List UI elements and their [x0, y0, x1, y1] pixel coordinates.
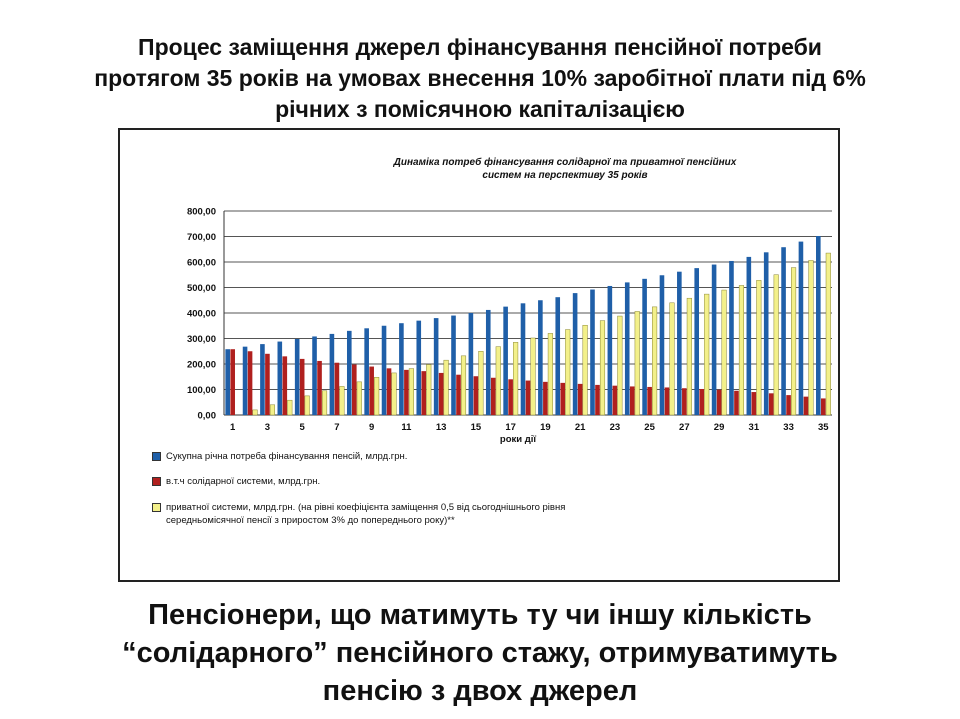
- bar-solidary: [578, 384, 583, 415]
- footer-text: [0, 596, 960, 710]
- chart-title-line: систем на перспективу 35 років: [482, 170, 648, 181]
- bar-solidary: [526, 381, 531, 415]
- legend-label: в.т.ч солідарної системи, млрд.грн.: [166, 476, 321, 487]
- bar-total: [625, 282, 630, 415]
- bar-private: [583, 325, 588, 415]
- bar-private: [687, 298, 692, 415]
- x-tick-label: 23: [609, 422, 621, 433]
- slide-title-line: річних з помісячною капіталізацією: [275, 96, 685, 122]
- bar-solidary: [439, 373, 444, 415]
- bar-total: [399, 323, 404, 415]
- y-tick-label: 200,00: [186, 359, 216, 371]
- slide-title-line: Процес заміщення джерел фінансування пенсійної потреби: [138, 34, 822, 60]
- y-tick-label: 800,00: [186, 206, 216, 218]
- bar-private: [531, 338, 536, 415]
- bar-solidary: [335, 363, 340, 415]
- bar-total: [642, 279, 647, 415]
- x-tick-label: 1: [230, 422, 236, 433]
- bar-total: [225, 349, 230, 415]
- bar-solidary: [595, 385, 600, 415]
- bar-solidary: [734, 391, 739, 415]
- bar-total: [781, 247, 786, 415]
- bar-private: [791, 268, 796, 415]
- x-tick-label: 7: [334, 422, 340, 433]
- bar-total: [799, 242, 804, 415]
- bar-total: [330, 334, 335, 415]
- bar-total: [538, 300, 543, 415]
- y-tick-label: 100,00: [186, 385, 216, 396]
- bar-private: [253, 410, 258, 415]
- bar-solidary: [543, 382, 548, 415]
- y-tick-label: 0,00: [197, 410, 216, 422]
- bar-private: [548, 333, 553, 415]
- legend-label: Сукупна річна потреба фінансування пенсій, млрд.грн.: [166, 451, 408, 462]
- bar-solidary: [665, 387, 670, 415]
- bar-private: [565, 330, 570, 415]
- bar-total: [764, 252, 769, 415]
- bar-private: [618, 316, 623, 415]
- bar-solidary: [265, 354, 270, 415]
- bar-total: [486, 310, 491, 415]
- bar-solidary: [804, 397, 809, 415]
- bar-total: [364, 328, 369, 415]
- bar-solidary: [821, 398, 826, 415]
- legend-swatch: [152, 503, 161, 512]
- x-tick-label: 35: [818, 422, 829, 433]
- bar-total: [451, 316, 456, 415]
- bar-solidary: [387, 368, 392, 415]
- bar-private: [513, 342, 518, 415]
- y-tick-label: 400,00: [186, 308, 216, 320]
- bar-private: [374, 377, 379, 415]
- x-tick-label: 27: [679, 422, 690, 433]
- x-tick-label: 33: [783, 422, 794, 433]
- footer-line: пенсію з двох джерел: [322, 675, 638, 707]
- legend-label: [166, 501, 565, 527]
- bar-private: [305, 396, 310, 415]
- y-tick-label: 500,00: [186, 283, 216, 294]
- bar-total: [295, 339, 300, 415]
- bar-solidary: [560, 383, 565, 415]
- bar-total: [608, 286, 613, 415]
- bar-private: [652, 307, 657, 415]
- bar-total: [712, 265, 717, 415]
- bar-solidary: [699, 389, 704, 415]
- bar-solidary: [717, 390, 722, 415]
- bar-solidary: [474, 376, 479, 415]
- bar-solidary: [456, 375, 461, 415]
- bar-private: [288, 400, 293, 415]
- bar-total: [312, 336, 317, 415]
- bar-private: [270, 405, 275, 415]
- bar-total: [503, 307, 508, 415]
- bar-private: [357, 382, 362, 415]
- x-tick-label: 21: [574, 422, 586, 433]
- x-tick-label: 5: [299, 422, 305, 433]
- legend-label-line: приватної системи, млрд.грн. (на рівні коефіцієнта заміщення 0,5 від сьогоднішнього рівня: [166, 502, 566, 513]
- bar-total: [694, 268, 699, 415]
- slide-title-line: протягом 35 років на умовах внесення 10% заробітної плати під 6%: [94, 65, 866, 91]
- x-tick-label: 15: [470, 422, 482, 433]
- bar-solidary: [752, 392, 757, 415]
- bar-total: [747, 257, 752, 415]
- y-tick-label: 600,00: [186, 257, 216, 269]
- bar-solidary: [404, 370, 409, 415]
- bar-private: [444, 360, 449, 415]
- bar-solidary: [248, 351, 253, 415]
- x-tick-label: 9: [369, 422, 375, 433]
- bar-private: [739, 285, 744, 415]
- x-tick-label: 25: [644, 422, 655, 433]
- bar-private: [635, 311, 640, 415]
- bar-total: [555, 297, 560, 415]
- bar-total: [278, 342, 283, 415]
- x-tick-label: 3: [264, 422, 271, 433]
- bar-solidary: [769, 393, 774, 415]
- bar-solidary: [230, 349, 235, 415]
- x-tick-label: 19: [540, 422, 551, 433]
- y-tick-label: 700,00: [186, 232, 216, 243]
- bar-solidary: [682, 388, 687, 415]
- bar-private: [409, 369, 414, 415]
- bar-solidary: [647, 387, 652, 415]
- bar-solidary: [300, 359, 305, 415]
- bar-private: [757, 280, 762, 415]
- legend-swatch: [152, 452, 161, 461]
- x-tick-label: 29: [713, 422, 725, 433]
- bar-solidary: [369, 367, 374, 415]
- bar-total: [416, 321, 421, 415]
- bar-total: [677, 272, 682, 415]
- bar-total: [347, 331, 352, 415]
- bar-total: [573, 293, 578, 415]
- x-axis-label: роки дії: [499, 434, 537, 445]
- x-tick-label: 11: [401, 422, 412, 433]
- bar-private: [600, 321, 605, 415]
- bar-solidary: [508, 379, 513, 415]
- footer-line: Пенсіонери, що матимуть ту чи іншу кількість: [148, 599, 812, 631]
- bar-total: [260, 344, 265, 415]
- bar-private: [722, 290, 727, 415]
- bar-private: [322, 391, 327, 415]
- bar-total: [521, 303, 526, 415]
- legend-label-line: середньомісячної пенсії з приростом 3% до попереднього року)**: [166, 515, 455, 526]
- x-tick-label: 17: [505, 422, 516, 433]
- bar-private: [461, 356, 466, 415]
- bar-total: [434, 318, 439, 415]
- bar-solidary: [630, 386, 635, 415]
- footer-line: “солідарного” пенсійного стажу, отримуватимуть: [122, 637, 838, 669]
- bar-private: [392, 373, 397, 415]
- chart-title-line: Динаміка потреб фінансування солідарної та приватної пенсійних: [393, 157, 737, 168]
- bar-solidary: [421, 371, 426, 415]
- bar-private: [826, 253, 831, 415]
- slide-title: [60, 32, 900, 125]
- bar-solidary: [613, 386, 618, 415]
- y-tick-label: 300,00: [186, 334, 216, 345]
- bar-solidary: [317, 361, 322, 415]
- bar-private: [340, 386, 345, 415]
- bar-total: [243, 347, 248, 415]
- bar-private: [496, 347, 501, 415]
- bar-total: [382, 326, 387, 415]
- x-tick-label: 13: [435, 422, 447, 433]
- bar-private: [809, 260, 814, 415]
- bar-solidary: [786, 395, 791, 415]
- legend-swatch: [152, 477, 161, 486]
- bar-private: [704, 294, 709, 415]
- bar-private: [774, 275, 779, 415]
- bar-total: [729, 261, 734, 415]
- bar-total: [469, 313, 474, 415]
- bar-total: [590, 290, 595, 415]
- bar-solidary: [283, 356, 288, 415]
- chart-frame: [118, 128, 840, 582]
- x-tick-label: 31: [748, 422, 760, 433]
- bar-solidary: [491, 378, 496, 415]
- bar-solidary: [352, 365, 357, 415]
- bar-total: [816, 236, 821, 415]
- bar-private: [670, 303, 675, 415]
- bar-private: [479, 351, 484, 415]
- bar-total: [660, 275, 665, 415]
- bar-private: [426, 365, 431, 415]
